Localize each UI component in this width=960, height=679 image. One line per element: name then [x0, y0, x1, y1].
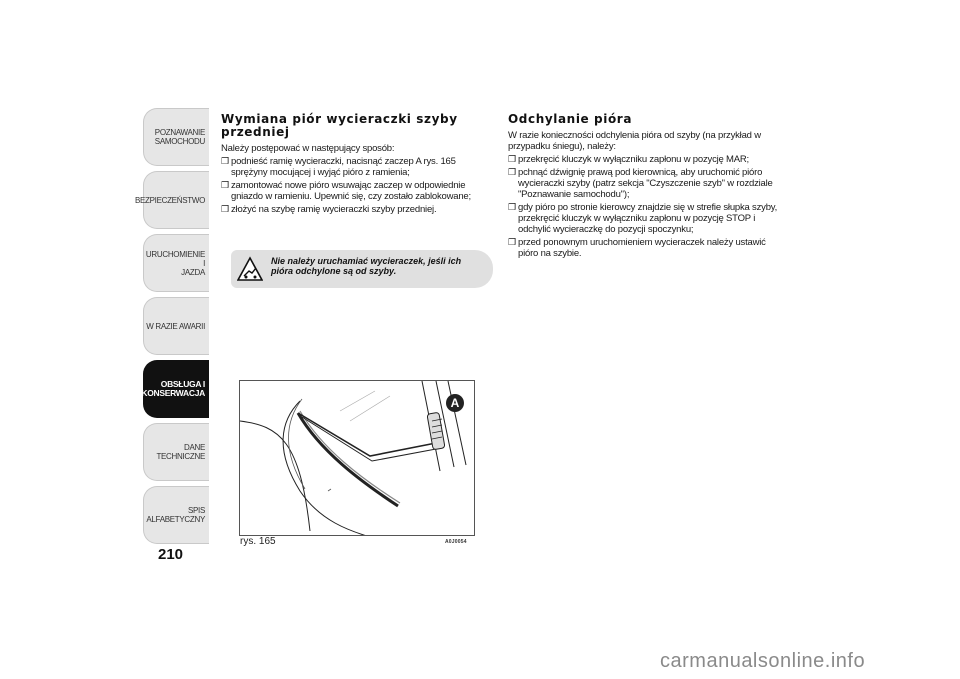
checkbox-bullet-icon: ❒: [221, 204, 229, 214]
checkbox-bullet-icon: ❒: [508, 237, 516, 247]
step-text: przed ponownym uruchomieniem wycieraczek należy ustawić pióro na szybie.: [518, 237, 766, 259]
step-text: podnieść ramię wycieraczki, nacisnąć zaczep A rys. 165 sprężyny mocującej i wyjąć pióro z ramienia;: [231, 156, 456, 178]
tab-label: URUCHOMIENIE I JAZDA: [145, 249, 205, 277]
section-intro: Należy postępować w następujący sposób:: [221, 143, 395, 154]
tab-label: DANE TECHNICZNE: [156, 443, 205, 461]
section-blade-tilting: [508, 113, 780, 261]
step-text: pchnąć dźwignię prawą pod kierownicą, aby uruchomić pióro wycieraczki szyby (patrz sekcja "Czyszczenie szyb" w rozdziale "Poznawanie samochodu");: [518, 167, 773, 200]
list-item: [508, 202, 780, 235]
list-item: [508, 154, 780, 165]
tab-uruchomienie-jazda[interactable]: [143, 234, 209, 292]
tab-label: SPIS ALFABETYCZNY: [146, 506, 205, 524]
warning-icon: [237, 256, 263, 282]
callout-a: [446, 394, 464, 412]
warning-box: [231, 250, 493, 288]
checkbox-bullet-icon: ❒: [221, 156, 229, 166]
section-wiper-blade-replacement: [221, 113, 493, 217]
tab-label: POZNAWANIE SAMOCHODU: [154, 128, 205, 146]
list-item: [221, 180, 493, 202]
tab-bezpieczenstwo[interactable]: [134, 171, 209, 229]
list-item: [508, 237, 780, 259]
callout-label: A: [450, 396, 460, 410]
tab-spis-alfabetyczny[interactable]: [143, 486, 209, 544]
section-title: Odchylanie pióra: [508, 112, 633, 126]
step-list: [508, 154, 780, 259]
tab-label: W RAZIE AWARII: [146, 321, 205, 331]
list-item: [221, 156, 493, 178]
tab-w-razie-awarii[interactable]: [143, 297, 209, 355]
section-title: Wymiana piór wycieraczki szyby przedniej: [221, 112, 458, 139]
list-item: [221, 204, 493, 215]
step-text: gdy pióro po stronie kierowcy znajdzie się w strefie słupka szyby, przekręcić kluczyk w wyłączniku zapłonu w pozycję STOP i odchylić wycieraczkę do pozycji spoczynku;: [518, 202, 778, 235]
checkbox-bullet-icon: ❒: [508, 202, 516, 212]
figure-wiper-arm: [239, 380, 475, 536]
page-number: 210: [158, 546, 184, 563]
step-text: złożyć na szybę ramię wycieraczki szyby przedniej.: [231, 204, 437, 215]
step-text: przekręcić kluczyk w wyłączniku zapłonu w pozycję MAR;: [518, 154, 750, 165]
step-text: zamontować nowe pióro wsuwając zaczep w odpowiednie gniazdo w ramieniu. Upewnić się, czy zostało zablokowane;: [231, 180, 471, 202]
checkbox-bullet-icon: ❒: [221, 180, 229, 190]
checkbox-bullet-icon: ❒: [508, 154, 516, 164]
tab-label: BEZPIECZEŃSTWO: [134, 195, 205, 205]
wiper-illustration: [240, 381, 475, 536]
tab-obsluga-konserwacja[interactable]: [143, 360, 209, 418]
warning-text: Nie należy uruchamiać wycieraczek, jeśli ich pióra odchylone są od szyby.: [271, 256, 462, 276]
tab-dane-techniczne[interactable]: [143, 423, 209, 481]
section-intro: W razie konieczności odchylenia pióra od szyby (na przykład w przypadku śniegu), należy:: [508, 130, 761, 152]
figure-code: A0J0054: [445, 539, 467, 545]
checkbox-bullet-icon: ❒: [508, 167, 516, 177]
tab-poznawanie-samochodu[interactable]: [143, 108, 209, 166]
watermark: carmanualsonline.info: [660, 650, 866, 672]
figure-caption: rys. 165: [240, 536, 276, 547]
step-list: [221, 156, 493, 215]
tab-label: OBSŁUGA I KONSERWACJA: [141, 379, 205, 398]
list-item: [508, 167, 780, 200]
